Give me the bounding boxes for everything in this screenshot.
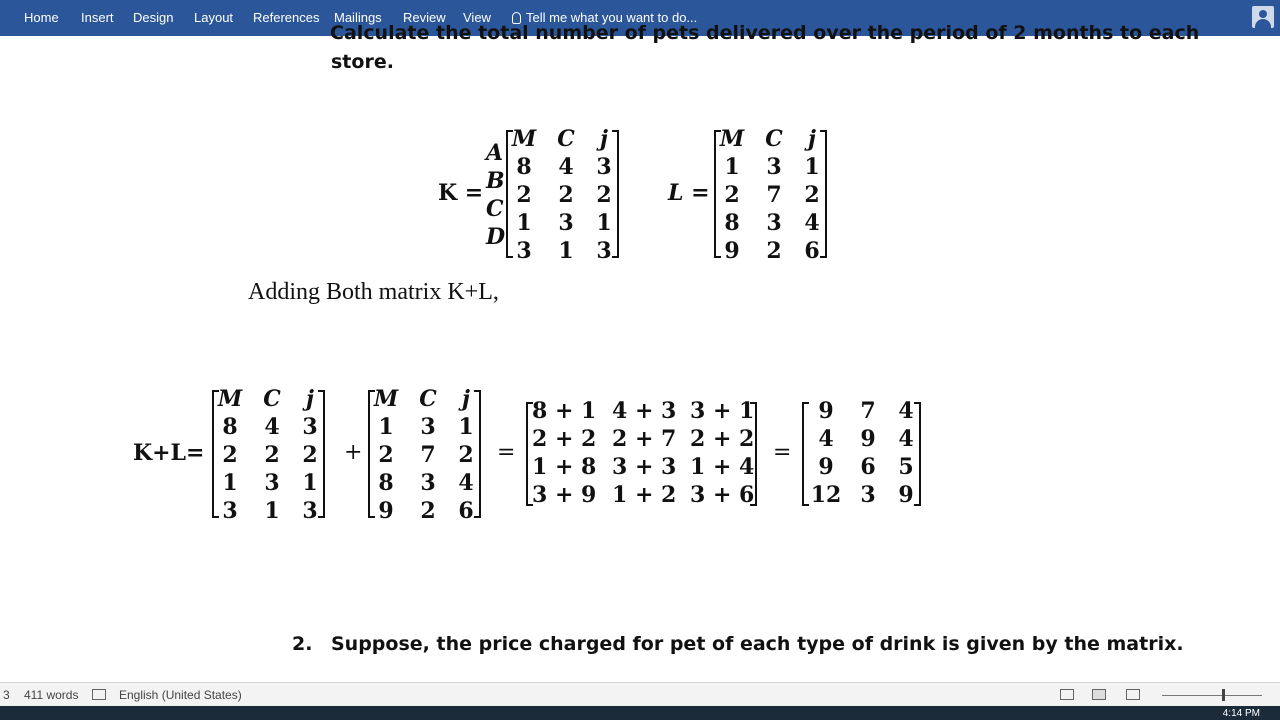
expr-cell-2-2: 1 + 4 [690, 454, 755, 480]
user-icon[interactable] [1252, 6, 1274, 28]
language-indicator[interactable]: English (United States) [119, 688, 242, 702]
l2-cell-2-1: 3 [420, 470, 436, 496]
l2-header-0: M [373, 386, 399, 412]
print-layout-icon[interactable] [1092, 689, 1106, 700]
k2-cell-1-0: 2 [222, 442, 238, 468]
l2-cell-2-0: 8 [378, 470, 394, 496]
word-count[interactable]: 411 words [24, 688, 79, 702]
status-bar [0, 682, 1280, 707]
read-mode-icon[interactable] [1060, 689, 1074, 700]
zoom-thumb[interactable] [1222, 689, 1225, 701]
K-label: K = [438, 180, 484, 206]
l2-cell-0-0: 1 [378, 414, 394, 440]
proofing-icon[interactable] [92, 689, 106, 700]
question-1-cut-line: Calculate the total number of pets delivered over the period of 2 months to each [330, 22, 1200, 44]
tab-view[interactable]: View [463, 10, 491, 25]
k2-cell-2-2: 1 [302, 470, 318, 496]
l-cell-3-2: 6 [804, 238, 820, 264]
expr-cell-0-0: 8 + 1 [532, 398, 597, 424]
k2-cell-2-1: 3 [264, 470, 280, 496]
k2-cell-3-1: 1 [264, 498, 280, 524]
res-cell-3-1: 3 [860, 482, 876, 508]
res-cell-2-0: 9 [818, 454, 834, 480]
expr-cell-0-1: 4 + 3 [612, 398, 677, 424]
res-cell-0-1: 7 [860, 398, 876, 424]
k-header-0: M [511, 126, 537, 152]
expr-cell-1-0: 2 + 2 [532, 426, 597, 452]
expr-cell-1-1: 2 + 7 [612, 426, 677, 452]
l-cell-0-2: 1 [804, 154, 820, 180]
res-cell-2-1: 6 [860, 454, 876, 480]
k-cell-0-2: 3 [596, 154, 612, 180]
res-cell-1-1: 9 [860, 426, 876, 452]
plus-sign: + [344, 440, 363, 465]
taskbar [0, 706, 1280, 720]
k2-cell-3-0: 3 [222, 498, 238, 524]
k-cell-1-1: 2 [558, 182, 574, 208]
res-cell-0-0: 9 [818, 398, 834, 424]
adding-text: Adding Both matrix K+L, [248, 279, 499, 305]
res-cell-1-2: 4 [898, 426, 914, 452]
l2-header-2: j [462, 386, 470, 412]
tell-me-text: Tell me what you want to do... [526, 10, 698, 25]
l2-header-1: C [419, 386, 437, 412]
row-label-b: B [486, 168, 505, 194]
equals-sign-2: = [773, 440, 792, 465]
tab-design[interactable]: Design [133, 10, 174, 25]
tab-references[interactable]: References [253, 10, 320, 25]
l-cell-2-2: 4 [804, 210, 820, 236]
k2-header-1: C [263, 386, 281, 412]
k-cell-1-2: 2 [596, 182, 612, 208]
page-indicator[interactable]: 3 [3, 688, 10, 702]
sum-label: K+L= [133, 440, 205, 466]
l2-cell-1-2: 2 [458, 442, 474, 468]
l-cell-2-1: 3 [766, 210, 782, 236]
l2-cell-0-2: 1 [458, 414, 474, 440]
question-2-number: 2. [292, 633, 313, 655]
expr-cell-1-2: 2 + 2 [690, 426, 755, 452]
l-header-1: C [765, 126, 783, 152]
tab-layout[interactable]: Layout [194, 10, 234, 25]
taskbar-clock: 4:14 PM [1222, 708, 1260, 719]
k2-header-0: M [217, 386, 243, 412]
row-label-d: D [486, 224, 506, 250]
k2-cell-1-2: 2 [302, 442, 318, 468]
document-page[interactable] [0, 22, 1280, 682]
l-cell-3-1: 2 [766, 238, 782, 264]
k-cell-2-2: 1 [596, 210, 612, 236]
l2-cell-3-0: 9 [378, 498, 394, 524]
expr-cell-0-2: 3 + 1 [690, 398, 755, 424]
tab-review[interactable]: Review [403, 10, 446, 25]
k-cell-1-0: 2 [516, 182, 532, 208]
expr-cell-2-1: 3 + 3 [612, 454, 677, 480]
l-cell-2-0: 8 [724, 210, 740, 236]
row-label-a: A [486, 140, 504, 166]
l-cell-1-0: 2 [724, 182, 740, 208]
L-label: L = [668, 180, 710, 206]
k-cell-0-0: 8 [516, 154, 532, 180]
expr-cell-3-0: 3 + 9 [532, 482, 597, 508]
l-cell-3-0: 9 [724, 238, 740, 264]
tab-home[interactable]: Home [24, 10, 59, 25]
l-header-2: j [808, 126, 816, 152]
zoom-slider[interactable] [1162, 695, 1262, 696]
tab-insert[interactable]: Insert [81, 10, 114, 25]
web-layout-icon[interactable] [1126, 689, 1140, 700]
k-header-1: C [557, 126, 575, 152]
l2-cell-3-2: 6 [458, 498, 474, 524]
tab-mailings[interactable]: Mailings [334, 10, 382, 25]
k-cell-3-1: 1 [558, 238, 574, 264]
k2-cell-0-1: 4 [264, 414, 280, 440]
k-header-2: j [600, 126, 608, 152]
question-2-text: Suppose, the price charged for pet of each type of drink is given by the matrix. [331, 633, 1184, 655]
k2-cell-1-1: 2 [264, 442, 280, 468]
k-cell-2-1: 3 [558, 210, 574, 236]
k-cell-2-0: 1 [516, 210, 532, 236]
k2-cell-0-0: 8 [222, 414, 238, 440]
l2-cell-0-1: 3 [420, 414, 436, 440]
equals-sign-1: = [497, 440, 516, 465]
row-label-c: C [486, 196, 504, 222]
res-cell-0-2: 4 [898, 398, 914, 424]
expr-cell-3-1: 1 + 2 [612, 482, 677, 508]
l2-cell-1-0: 2 [378, 442, 394, 468]
l2-cell-2-2: 4 [458, 470, 474, 496]
l-cell-0-1: 3 [766, 154, 782, 180]
k-cell-3-0: 3 [516, 238, 532, 264]
question-1-tail: store. [331, 51, 394, 73]
l-cell-0-0: 1 [724, 154, 740, 180]
res-cell-3-0: 12 [810, 482, 842, 508]
res-cell-3-2: 9 [898, 482, 914, 508]
k2-cell-2-0: 1 [222, 470, 238, 496]
res-cell-2-2: 5 [898, 454, 914, 480]
k2-header-2: j [306, 386, 314, 412]
l2-cell-1-1: 7 [420, 442, 436, 468]
l2-cell-3-1: 2 [420, 498, 436, 524]
k2-cell-0-2: 3 [302, 414, 318, 440]
res-cell-1-0: 4 [818, 426, 834, 452]
l-header-0: M [719, 126, 745, 152]
k2-cell-3-2: 3 [302, 498, 318, 524]
l-cell-1-1: 7 [766, 182, 782, 208]
expr-cell-2-0: 1 + 8 [532, 454, 597, 480]
k-cell-3-2: 3 [596, 238, 612, 264]
k-cell-0-1: 4 [558, 154, 574, 180]
l-cell-1-2: 2 [804, 182, 820, 208]
expr-cell-3-2: 3 + 6 [690, 482, 755, 508]
